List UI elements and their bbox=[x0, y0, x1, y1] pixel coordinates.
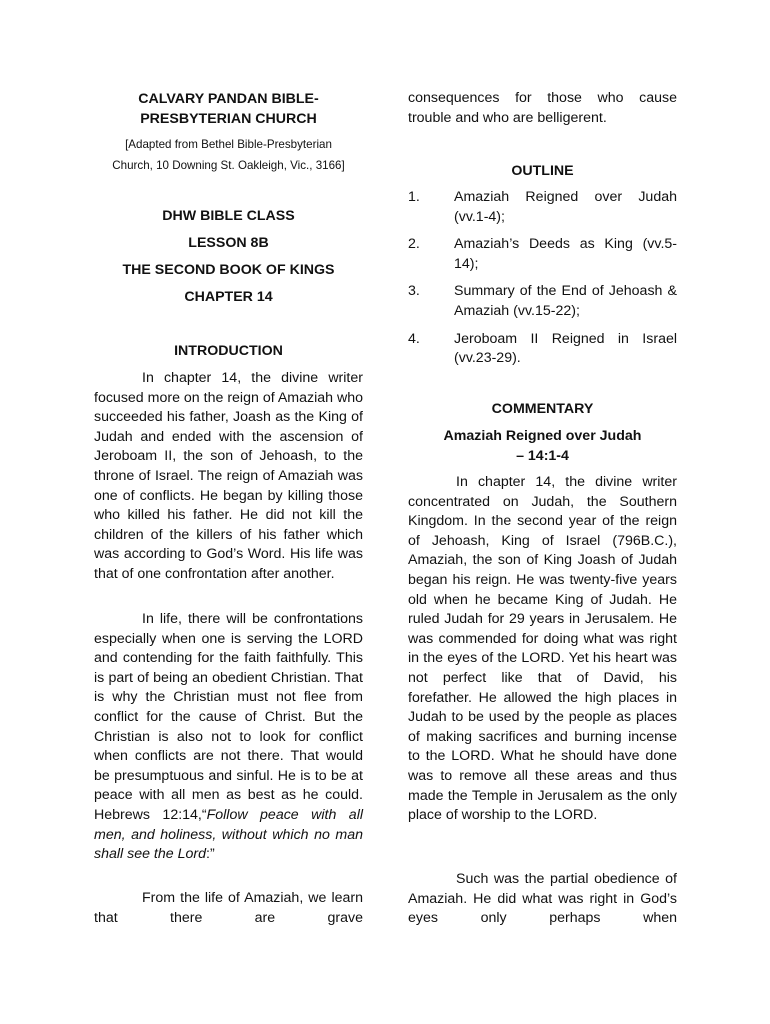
outline-item-text: Summary of the End of Jehoash & Amaziah (vv.15-22); bbox=[454, 283, 677, 319]
outline-item-number: 4. bbox=[408, 330, 420, 347]
section-title-line1: Amaziah Reigned over Judah bbox=[443, 428, 642, 444]
outline-item bbox=[408, 235, 677, 274]
outline-heading: OUTLINE bbox=[511, 163, 574, 179]
adapted-note-line1: [Adapted from Bethel Bible-Presbyterian bbox=[125, 138, 332, 151]
book-title: THE SECOND BOOK OF KINGS bbox=[122, 262, 335, 278]
section-title-line2: – 14:1-4 bbox=[516, 447, 569, 464]
church-name-line2: PRESBYTERIAN CHURCH bbox=[140, 110, 317, 127]
outline-item-number: 3. bbox=[408, 283, 420, 300]
intro-paragraph-2 bbox=[94, 610, 363, 865]
intro-paragraph-2-text: In life, there will be confrontations especially when one is serving the LORD and contending for the faith faithfully. This is part of being an obedient Christian. That is why the Christian must not flee from conflict for the cause of Christ. But the Christian is also not to look for conflict when conflicts are not there. That would be presumptuous and sinful. He is to be at peace with all men as best as he could. Hebrews 12:14,“ bbox=[94, 611, 363, 823]
outline-item bbox=[408, 330, 677, 369]
outline-item bbox=[408, 282, 677, 321]
adapted-note bbox=[94, 134, 363, 176]
church-name bbox=[94, 90, 363, 129]
hebrews-quote: Follow peace with all men, and holiness, without which no man shall see the Lord bbox=[94, 806, 363, 863]
outline-item-text: Amaziah Reigned over Judah (vv.1-4); bbox=[454, 189, 677, 225]
section-title bbox=[408, 427, 677, 466]
outline-item bbox=[408, 188, 677, 227]
commentary-paragraph-2: Such was the partial obedience of Amaziah. He did what was right in God’s eyes only perhaps when bbox=[408, 871, 677, 927]
commentary-paragraph-1: In chapter 14, the divine writer concentrated on Judah, the Southern Kingdom. In the second year of the reign of Jehoash, King of Israel (796B.C.), Amaziah, the son of King Joash of Judah began his reign. He was twenty-five years old when he became King of Judah. He ruled Judah for 29 years in Jerusalem. He was commended for doing what was right in the eyes of the LORD. Yet his heart was not perfect like that of David, his forefather. He allowed the high places in Judah to be used by the people as places of making sacrifices and burning incense to the LORD. What he should have done was to remove all these areas and thus made the Temple in Jerusalem as the only place of worship to the LORD. bbox=[408, 474, 677, 824]
continued-paragraph: consequences for those who cause trouble and who are belligerent. bbox=[408, 90, 677, 126]
class-title: DHW BIBLE CLASS bbox=[162, 208, 295, 224]
outline-item-number: 1. bbox=[408, 189, 420, 205]
outline-item-number: 2. bbox=[408, 236, 420, 253]
intro-paragraph-1: In chapter 14, the divine writer focused more on the reign of Amaziah who succeeded his father, Joash as the King of Judah and ended with the ascension of Jeroboam II, the son of Jehoash, to the throne of Israel. The reign of Amaziah was one of conflicts. He began by killing those who killed his father. He did not kill the children of the killers of his father which was according to God’s Word. His life was that of one confrontation after another. bbox=[94, 370, 363, 582]
intro-paragraph-2-end: :” bbox=[206, 846, 215, 863]
church-name-line1: CALVARY PANDAN BIBLE- bbox=[138, 91, 319, 107]
outline-item-text: Jeroboam II Reigned in Israel (vv.23-29). bbox=[454, 330, 677, 367]
adapted-note-line2: Church, 10 Downing St. Oakleigh, Vic., 3166] bbox=[112, 159, 345, 172]
commentary-heading: COMMENTARY bbox=[491, 401, 594, 417]
chapter-title: CHAPTER 14 bbox=[184, 289, 273, 305]
introduction-heading: INTRODUCTION bbox=[174, 343, 283, 359]
intro-paragraph-3: From the life of Amaziah, we learn that there are grave bbox=[94, 890, 363, 926]
outline-list bbox=[408, 188, 677, 377]
outline-item-text: Amaziah’s Deeds as King (vv.5-14); bbox=[454, 236, 677, 272]
lesson-number: LESSON 8B bbox=[188, 235, 269, 251]
